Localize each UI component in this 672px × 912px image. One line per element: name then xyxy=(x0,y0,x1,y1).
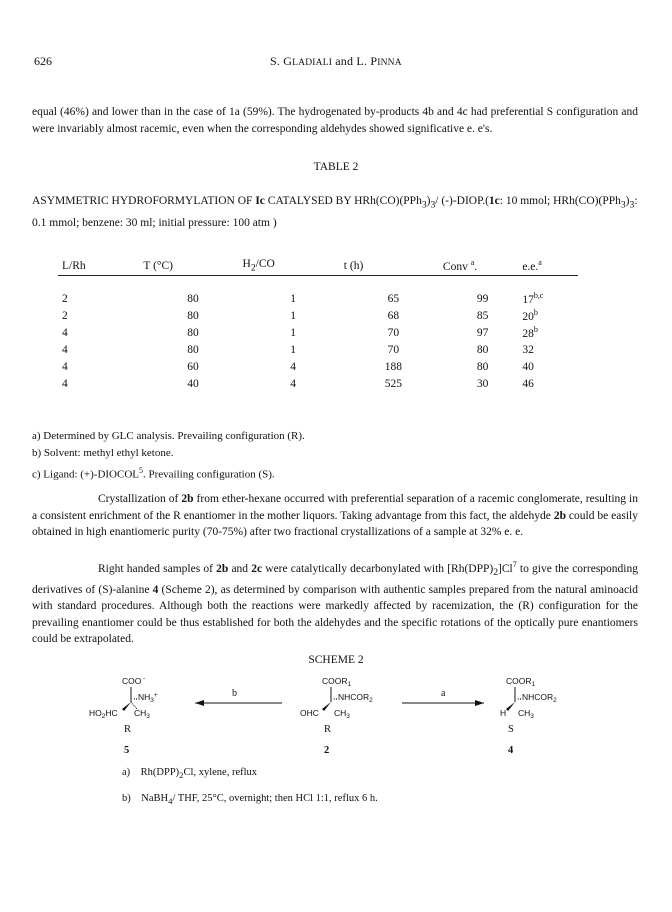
table-row xyxy=(58,358,578,375)
compound-5-number: 5 xyxy=(124,745,130,756)
arrow-label-a: a xyxy=(441,688,446,699)
table-cell: 4 xyxy=(62,343,68,356)
table-note-a: a) Determined by GLC analysis. Prevailing configuration (R). xyxy=(32,430,305,442)
table-cell: 80 xyxy=(476,343,489,356)
table-row xyxy=(58,375,578,392)
table-note-c: c) Ligand: $(+)-DIOCOL^5$. Prevailing configuration (S). xyxy=(32,466,275,481)
compound-2-number: 2 xyxy=(324,745,330,756)
compound-4-side-group: $NHCOR_2$ xyxy=(522,692,557,704)
table-cell: 70 xyxy=(387,343,400,356)
body-paragraph-1: Crystallization of 2b from ether-hexane occurred with preferential separation of a racemic conglomerate, resulting in a consistent enrichment of the R enantiomer in the mother liquors. Taking advantage from this fact, the aldehyde 2b could be easily obtained in high enantiomeric purity (70-75%) after two fractional crystallizations of a sample at 32% e. e. xyxy=(32,493,638,538)
table-caption: ASYMMETRIC HYDROFORMYLATION OF Ic CATALYSED BY $HRh(CO)(PPh_3)_3/$ (-)-DIOP.(1c: 10 mmol; $HRh(CO)(PPh_3)_3$: 0.1 mmol; benzene: 30 ml; initial pressure: 100 atm ) xyxy=(32,195,638,230)
svg-text:-: - xyxy=(143,675,146,682)
table-cell: 40 xyxy=(187,377,199,390)
table-row xyxy=(58,290,578,307)
page-number: 626 xyxy=(34,54,52,68)
scheme-title: SCHEME 2 xyxy=(308,654,364,666)
table-cell: 1 xyxy=(290,309,297,322)
table-cell: 30 xyxy=(476,377,489,390)
svg-text:,,: ,, xyxy=(133,691,138,701)
table-cell: 525 xyxy=(384,377,402,390)
compound-5-right-group: $CH_3$ xyxy=(134,708,150,720)
arrow-label-b: b xyxy=(232,688,237,699)
table-cell: 20$^b$ xyxy=(522,308,538,324)
table-cell: 188 xyxy=(384,360,402,373)
table-cell: 1 xyxy=(290,292,297,305)
table-cell: 4 xyxy=(62,377,68,390)
compound-2-side-group: $NHCOR_2$ xyxy=(338,692,373,704)
compound-2-config: R xyxy=(324,724,332,735)
col-header-ee: e.e.$^a$ xyxy=(522,258,578,276)
scheme-footnote-b: b) NaBH$_4$/ THF, 25°C, overnight; then HCl 1:1, reflux 6 h. xyxy=(122,793,378,807)
table-row xyxy=(58,324,578,341)
compound-4-right-group: $CH_3$ xyxy=(518,708,534,720)
table-cell: 68 xyxy=(387,309,400,322)
table-cell: 2 xyxy=(62,292,68,305)
table-note-b: b) Solvent: methyl ethyl ketone. xyxy=(32,447,174,459)
compound-2-right-group: $CH_3$ xyxy=(334,708,350,720)
col-header-temp: T (°C) xyxy=(143,258,242,276)
table-cell: 60 xyxy=(187,360,199,373)
table-cell: 80 xyxy=(187,309,199,322)
table-cell: 4 xyxy=(62,326,68,339)
compound-4-config: S xyxy=(508,724,514,735)
table-cell: 97 xyxy=(476,326,489,339)
body-paragraph-2: Right handed samples of 2b and 2c were catalytically decarbonylated with $[Rh(DPP)_2]Cl^7$ to give the corresponding derivatives of (S)-alanine 4 (Scheme 2), as determined by comparison with authentic samples prepared from the natural aminoacid with standard procedures. Although both the reactions were markedly affected by racemization, the (R) configuration for the prevailing enantiomer could be thus established for both the aldehydes and the specific rotations of the optically pure enantiomers could be extrapolated. xyxy=(32,560,639,646)
table-header-row xyxy=(58,258,578,276)
table-row xyxy=(58,307,578,324)
table-cell: 70 xyxy=(387,326,400,339)
scheme-2-diagram xyxy=(0,672,672,762)
compound-4-number: 4 xyxy=(508,745,514,756)
table-cell: 99 xyxy=(476,292,489,305)
table-cell: 17$^{b,c}$ xyxy=(522,291,544,307)
compound-2-top-group: $COOR_1$ xyxy=(322,676,352,688)
table-cell: 1 xyxy=(290,343,297,356)
table-notes xyxy=(32,428,305,484)
table-cell: 4 xyxy=(290,377,297,390)
scheme-footnote-a: a) $Rh(DPP)_2Cl$, xylene, reflux xyxy=(122,767,258,781)
table-cell: 80 xyxy=(476,360,489,373)
table-cell: 2 xyxy=(62,309,68,322)
col-header-l-rh: L/Rh xyxy=(58,258,143,276)
table-cell: 85 xyxy=(476,309,489,322)
running-head-authors: S. GLADIALI and L. PINNA xyxy=(270,54,402,68)
compound-5-left-group: $HO_2HC$ xyxy=(89,708,118,720)
table-cell: 32 xyxy=(522,343,534,356)
table-cell: 46 xyxy=(522,377,534,390)
table-cell: 80 xyxy=(187,292,199,305)
intro-paragraph: equal (46%) and lower than in the case of 1a (59%). The hydrogenated by-products 4b and 4c had preferential S configuration and were invariably almost racemic, even when the corresponding aldehydes showed significative e. e's. xyxy=(32,106,638,135)
table-cell: 65 xyxy=(387,292,400,305)
results-table xyxy=(58,258,578,392)
table-row xyxy=(58,341,578,358)
table-cell: 40 xyxy=(522,360,534,373)
svg-text:,,: ,, xyxy=(517,691,522,701)
col-header-h2co: $H_2/CO$ xyxy=(243,258,344,276)
col-header-conv: Conv $^a$. xyxy=(443,258,522,276)
table-cell: 28$^b$ xyxy=(522,325,538,341)
table-label: TABLE 2 xyxy=(313,161,359,173)
table-cell: 4 xyxy=(62,360,68,373)
compound-5-top-group: COO xyxy=(122,676,142,686)
compound-4-top-group: $COOR_1$ xyxy=(506,676,536,688)
table-cell: 4 xyxy=(290,360,297,373)
table-cell: 80 xyxy=(187,326,199,339)
table-cell: 80 xyxy=(187,343,199,356)
svg-text:,,: ,, xyxy=(333,691,338,701)
col-header-time: t (h) xyxy=(344,258,443,276)
compound-4-left-group: H xyxy=(500,708,507,718)
compound-5-side-group: $NH_3^+$ xyxy=(138,692,158,704)
compound-5-config: R xyxy=(124,724,132,735)
table-cell: 1 xyxy=(290,326,297,339)
compound-2-left-group: OHC xyxy=(300,708,319,718)
